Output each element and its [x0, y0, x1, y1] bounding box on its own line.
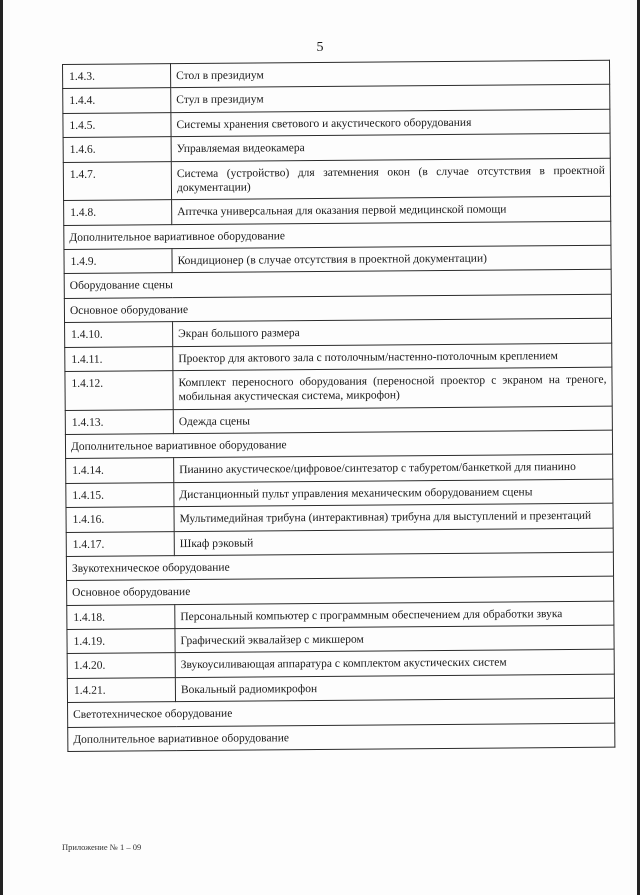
table-row: [63, 158, 610, 201]
item-description: Персональный компьютер с программным обеспечением для обработки звука: [175, 601, 614, 629]
section-heading: Основное оборудование: [67, 576, 614, 605]
scan-edge-left: [0, 0, 3, 895]
item-number: 1.4.6.: [63, 137, 171, 162]
section-heading: Дополнительное вариативное оборудование: [65, 430, 612, 459]
section-heading: Светотехническое оборудование: [68, 698, 615, 727]
item-number: 1.4.11.: [65, 346, 173, 371]
item-description: Пианино акустическое/цифровое/синтезатор с табуретом/банкеткой для пианино: [174, 455, 613, 483]
item-description: Системы хранения светового и акустического оборудования: [171, 109, 610, 137]
equipment-table: [62, 60, 615, 752]
section-heading: Основное оборудование: [64, 294, 611, 323]
section-heading: Звукотехническое оборудование: [66, 552, 613, 581]
item-description: Комплект переносного оборудования (переносной проектор с экраном на треноге, мобильная акустическая система, микрофон): [173, 367, 612, 409]
item-description: Стул в президиум: [171, 85, 610, 113]
item-description: Система (устройство) для затемнения окон (в случае отсутствия в проектной документации): [171, 158, 610, 200]
item-number: 1.4.21.: [67, 677, 175, 702]
item-number: 1.4.10.: [65, 322, 173, 347]
item-description: Проектор для актового зала с потолочным/настенно-потолочным креплением: [173, 343, 612, 371]
item-number: 1.4.7.: [63, 161, 171, 201]
section-heading: Оборудование сцены: [64, 270, 611, 299]
item-number: 1.4.13.: [65, 409, 173, 434]
item-number: 1.4.8.: [64, 200, 172, 225]
section-heading: Дополнительное вариативное оборудование: [64, 221, 611, 250]
item-description: Вокальный радиомикрофон: [175, 674, 614, 702]
item-number: 1.4.20.: [67, 653, 175, 678]
item-number: 1.4.12.: [65, 371, 173, 411]
item-number: 1.4.5.: [63, 112, 171, 137]
item-number: 1.4.18.: [67, 604, 175, 629]
footer-note: Приложение № 1 – 09: [62, 842, 142, 852]
item-number: 1.4.17.: [66, 531, 174, 556]
item-description: Управляемая видеокамера: [171, 133, 610, 161]
item-number: 1.4.19.: [67, 629, 175, 654]
item-description: Одежда сцены: [173, 406, 612, 434]
item-description: Экран большого размера: [173, 318, 612, 346]
page-number: 5: [316, 40, 324, 55]
equipment-table-body: [63, 60, 615, 751]
item-description: Мультимедийная трибуна (интерактивная) трибуна для выступлений и презентаций: [174, 503, 613, 531]
item-description: Аптечка универсальная для оказания первой медицинской помощи: [172, 196, 611, 224]
item-number: 1.4.3.: [63, 64, 171, 89]
section-heading: Дополнительное вариативное оборудование: [68, 723, 615, 752]
item-number: 1.4.9.: [64, 249, 172, 274]
item-number: 1.4.4.: [63, 88, 171, 113]
item-description: Звукоусиливающая аппаратура с комплектом акустических систем: [175, 650, 614, 678]
item-number: 1.4.14.: [66, 458, 174, 483]
item-number: 1.4.15.: [66, 482, 174, 507]
item-number: 1.4.16.: [66, 507, 174, 532]
item-description: Шкаф рэковый: [174, 528, 613, 556]
item-description: Стол в президиум: [171, 60, 610, 88]
section-row: [68, 723, 615, 752]
item-description: Дистанционный пульт управления механическим оборудованием сцены: [174, 479, 613, 507]
item-description: Кондиционер (в случае отсутствия в проектной документации): [172, 245, 611, 273]
table-row: [65, 367, 612, 410]
item-description: Графический эквалайзер с микшером: [175, 625, 614, 653]
